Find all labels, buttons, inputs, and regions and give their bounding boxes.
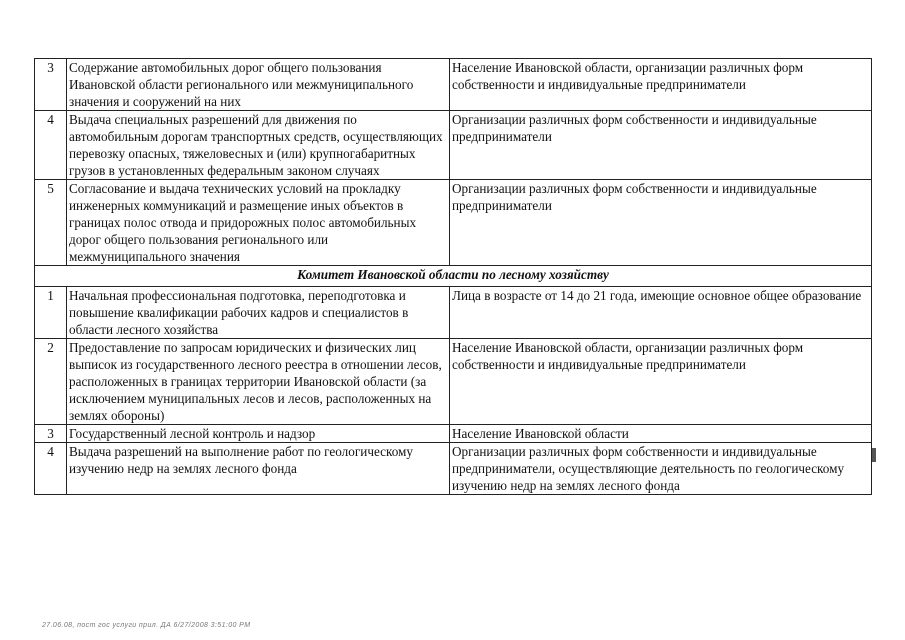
service-name: Государственный лесной контроль и надзор [67, 425, 450, 443]
section-title: Комитет Ивановской области по лесному хозяйству [35, 266, 872, 287]
table-row [35, 425, 872, 443]
service-name: Содержание автомобильных дорог общего пользования Ивановской области регионального или межмуниципального значения и сооружений на них [67, 59, 450, 111]
row-number: 4 [35, 111, 67, 180]
service-recipients: Население Ивановской области [450, 425, 872, 443]
service-recipients: Организации различных форм собственности и индивидуальные предприниматели [450, 180, 872, 266]
section-header-row [35, 266, 872, 287]
row-number: 5 [35, 180, 67, 266]
row-number: 3 [35, 59, 67, 111]
table-row [35, 111, 872, 180]
row-number: 1 [35, 287, 67, 339]
row-number: 3 [35, 425, 67, 443]
table-row [35, 443, 872, 495]
table-row [35, 339, 872, 425]
service-name: Выдача специальных разрешений для движения по автомобильным дорогам транспортных средств, осуществляющих перевозку опасных, тяжеловесных и (или) крупногабаритных грузов в установленных федеральным законом случаях [67, 111, 450, 180]
service-recipients: Население Ивановской области, организации различных форм собственности и индивидуальные предприниматели [450, 339, 872, 425]
service-recipients: Организации различных форм собственности и индивидуальные предприниматели [450, 111, 872, 180]
service-name: Согласование и выдача технических условий на прокладку инженерных коммуникаций и размещение иных объектов в границах полос отвода и придорожных полос автомобильных дорог общего пользования регионального или межмуниципального значения [67, 180, 450, 266]
service-name: Выдача разрешений на выполнение работ по геологическому изучению недр на землях лесного фонда [67, 443, 450, 495]
scan-mark [872, 448, 876, 462]
service-name: Предоставление по запросам юридических и физических лиц выписок из государственного лесного реестра в отношении лесов, расположенных в границах территории Ивановской области (за исключением муниципальных лесов и лесов, расположенных на землях обороны) [67, 339, 450, 425]
table-row [35, 287, 872, 339]
service-recipients: Население Ивановской области, организации различных форм собственности и индивидуальные предприниматели [450, 59, 872, 111]
services-table [34, 58, 872, 495]
service-recipients: Организации различных форм собственности и индивидуальные предприниматели, осуществляющие деятельность по геологическому изучению недр на землях лесного фонда [450, 443, 872, 495]
table-row [35, 180, 872, 266]
row-number: 4 [35, 443, 67, 495]
service-name: Начальная профессиональная подготовка, переподготовка и повышение квалификации рабочих кадров и специалистов в области лесного хозяйства [67, 287, 450, 339]
table-row [35, 59, 872, 111]
row-number: 2 [35, 339, 67, 425]
service-recipients: Лица в возрасте от 14 до 21 года, имеющие основное общее образование [450, 287, 872, 339]
print-footer: 27.06.08, пост гос услуги прил. ДА 6/27/2008 3:51:00 PM [42, 622, 251, 629]
